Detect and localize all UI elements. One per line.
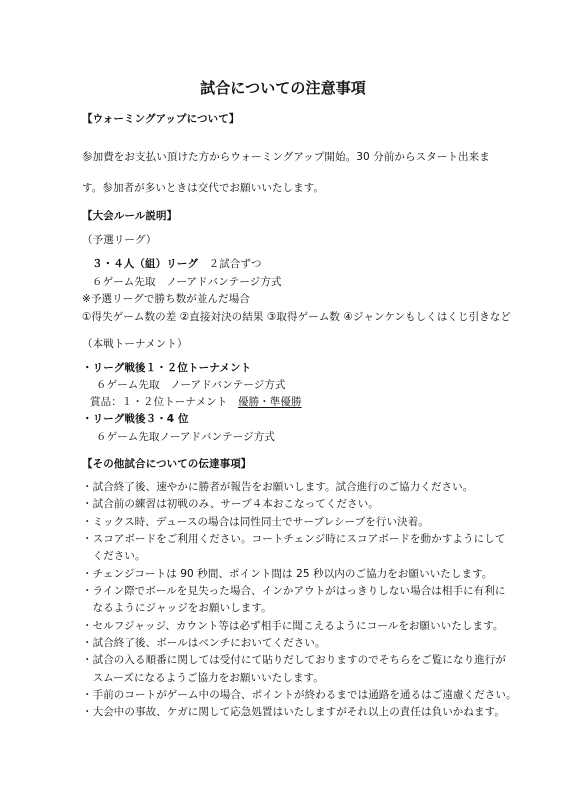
warmup-line-1: 参加費をお支払い頂けた方からウォーミングアップ開始。30 分前からスタート出来ま	[82, 151, 490, 163]
notice-line: ・大会中の事故、ケガに関して応急処置はいたしますがそれ以上の責任は負いかねます。	[82, 706, 505, 718]
notice-line: ・試合の入る順番に関しては受付にて貼りだしておりますのでそちらをご覧になり進行が	[82, 654, 506, 666]
league-match-count: ２試合ずつ	[198, 258, 262, 270]
prize-value: 優勝・準優勝	[237, 396, 302, 408]
notice-line: ・ミックス時、デュースの場合は同性同士でサーブレシーブを行い決着。	[82, 516, 429, 528]
tournament-3-4-heading: ・リーグ戦後３・4 位	[82, 413, 189, 425]
main-tournament-label: （本戦トーナメント）	[82, 338, 188, 350]
notice-line: ください。	[82, 550, 146, 562]
warmup-line-2: す。参加者が多いときは交代でお願いいたします。	[82, 182, 325, 194]
notice-line: ・スコアボードをご利用ください。コートチェンジ時にスコアボードを動かすようにして	[82, 533, 506, 545]
notice-line: ・手前のコートがゲーム中の場合、ポイントが終わるまでは通路を通るはご遠慮ください。	[82, 689, 517, 701]
other-heading: 【その他試合についての伝達事項】	[82, 458, 252, 470]
notice-line: ・試合前の練習は初戦のみ、サーブ４本おこなってください。	[82, 498, 379, 510]
prize-line	[90, 395, 302, 409]
notice-line: なるようにジャッジをお願いします。	[82, 602, 272, 614]
notice-line: ・試合終了後、ボールはベンチにおいてください。	[82, 637, 326, 649]
warmup-heading: 【ウォーミングアップについて】	[82, 113, 240, 125]
notice-line: ・ライン際でボールを見失った場合、インかアウトがはっきりしない場合は相手に有利に	[82, 585, 506, 597]
tournament-1-2-heading: ・リーグ戦後１・２位トーナメント	[82, 362, 252, 374]
notice-line: ・試合終了後、速やかに勝者が報告をお願いします。試合進行のご協力ください。	[82, 481, 474, 493]
tie-note: ※予選リーグで勝ち数が並んだ場合	[82, 293, 250, 305]
tournament-3-4-format: ６ゲーム先取ノーアドバンテージ方式	[96, 431, 275, 443]
league-format-bold: ３・４人（組）リーグ	[92, 258, 198, 270]
prelim-league-label: （予選リーグ）	[82, 234, 157, 246]
notice-line: ・セルフジャッジ、カウント等は必ず相手に聞こえるようにコールをお願いいたします。	[82, 620, 504, 632]
notice-line: スムーズになるようご協力をお願いいたします。	[82, 672, 324, 684]
league-line	[92, 257, 262, 271]
rules-heading: 【大会ルール説明】	[82, 210, 178, 222]
prelim-game-format: ６ゲーム先取 ノーアドバンテージ方式	[92, 276, 282, 288]
tiebreak-criteria: ①得失ゲーム数の差 ②直接対決の結果 ③取得ゲーム数 ④ジャンケンもしくはくじ引きなど	[82, 311, 512, 323]
document-title: 試合についての注意事項	[200, 79, 366, 97]
notice-line: ・チェンジコートは 90 秒間、ポイント間は 25 秒以内のご協力をお願いいたします。	[82, 568, 493, 580]
prize-prefix: 賞品：１・２位トーナメント	[90, 396, 238, 408]
tournament-1-2-format: ６ゲーム先取 ノーアドバンテージ方式	[96, 379, 286, 391]
